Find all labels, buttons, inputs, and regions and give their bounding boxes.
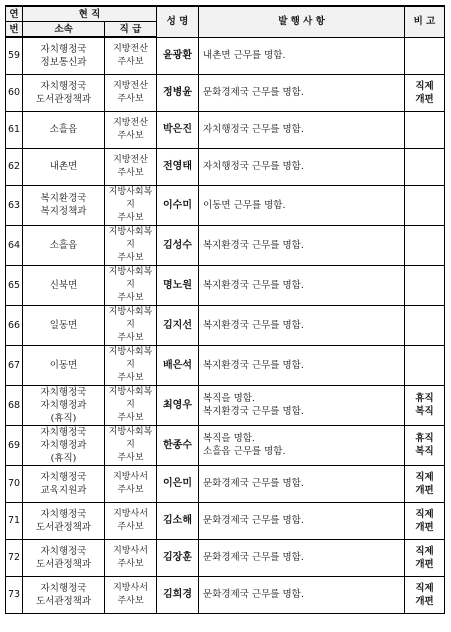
matters-cell: 복지환경국 근무를 명함.: [199, 345, 405, 385]
rank-cell: 지방사서 주사보: [105, 576, 157, 613]
row-number: 61: [6, 111, 23, 148]
remarks-cell: [405, 265, 445, 305]
matters-cell: 자치행정국 근무를 명함.: [199, 111, 405, 148]
name-cell: 전영태: [157, 148, 199, 185]
rank-header: 직 급: [105, 22, 157, 38]
row-number: 67: [6, 345, 23, 385]
name-cell: 한종수: [157, 425, 199, 465]
name-cell: 김희경: [157, 576, 199, 613]
remarks-cell: [405, 185, 445, 225]
name-cell: 김소해: [157, 502, 199, 539]
row-number: 62: [6, 148, 23, 185]
rank-cell: 지방사서 주사보: [105, 502, 157, 539]
rank-cell: 지방전산 주사보: [105, 74, 157, 111]
affiliation-cell: 신북면: [23, 265, 105, 305]
current-post-header: 현 직: [23, 6, 157, 22]
no-header-top: 연: [6, 6, 23, 22]
row-number: 64: [6, 225, 23, 265]
affiliation-cell: 자치행정국 도서관정책과: [23, 539, 105, 576]
remarks-cell: 휴직 복직: [405, 385, 445, 425]
table-row: [6, 37, 445, 74]
personnel-order-table: [5, 5, 445, 614]
rank-cell: 지방사회복지 주사보: [105, 345, 157, 385]
matters-cell: 문화경제국 근무를 명함.: [199, 465, 405, 502]
table-row: [6, 385, 445, 425]
remarks-cell: [405, 305, 445, 345]
matters-cell: 복직을 명함. 복지환경국 근무를 명함.: [199, 385, 405, 425]
table-row: [6, 465, 445, 502]
table-row: [6, 425, 445, 465]
matters-cell: 복직을 명함. 소흘읍 근무를 명함.: [199, 425, 405, 465]
affiliation-header: 소속: [23, 22, 105, 38]
affiliation-cell: 소흘읍: [23, 111, 105, 148]
remarks-cell: 직제 개편: [405, 502, 445, 539]
rank-cell: 지방사회복지 주사보: [105, 225, 157, 265]
remarks-cell: 직제 개편: [405, 576, 445, 613]
matters-cell: 복지환경국 근무를 명함.: [199, 305, 405, 345]
remarks-cell: [405, 37, 445, 74]
row-number: 60: [6, 74, 23, 111]
remarks-cell: 직제 개편: [405, 74, 445, 111]
table-row: [6, 225, 445, 265]
remarks-cell: [405, 148, 445, 185]
name-cell: 명노원: [157, 265, 199, 305]
matters-header: 발 행 사 항: [199, 6, 405, 37]
affiliation-cell: 일동면: [23, 305, 105, 345]
table-row: [6, 74, 445, 111]
name-cell: 박은진: [157, 111, 199, 148]
remarks-cell: [405, 345, 445, 385]
table-row: [6, 539, 445, 576]
affiliation-cell: 복지환경국 복지정책과: [23, 185, 105, 225]
row-number: 65: [6, 265, 23, 305]
affiliation-cell: 자치행정국 도서관정책과: [23, 502, 105, 539]
table-row: [6, 265, 445, 305]
row-number: 66: [6, 305, 23, 345]
rank-cell: 지방사회복지 주사보: [105, 265, 157, 305]
rank-cell: 지방사서 주사보: [105, 539, 157, 576]
row-number: 73: [6, 576, 23, 613]
row-number: 63: [6, 185, 23, 225]
affiliation-cell: 소흘읍: [23, 225, 105, 265]
name-header: 성 명: [157, 6, 199, 37]
rank-cell: 지방전산 주사보: [105, 111, 157, 148]
rank-cell: 지방사서 주사보: [105, 465, 157, 502]
remarks-cell: 직제 개편: [405, 465, 445, 502]
rank-cell: 지방사회복지 주사보: [105, 185, 157, 225]
affiliation-cell: 자치행정국 교육지원과: [23, 465, 105, 502]
row-number: 70: [6, 465, 23, 502]
affiliation-cell: 자치행정국 자치행정과 (휴직): [23, 385, 105, 425]
row-number: 59: [6, 37, 23, 74]
matters-cell: 문화경제국 근무를 명함.: [199, 502, 405, 539]
rank-cell: 지방전산 주사보: [105, 148, 157, 185]
rank-cell: 지방사회복지 주사보: [105, 385, 157, 425]
remarks-header: 비 고: [405, 6, 445, 37]
matters-cell: 이동면 근무를 명함.: [199, 185, 405, 225]
table-body: [6, 37, 445, 613]
matters-cell: 문화경제국 근무를 명함.: [199, 539, 405, 576]
row-number: 69: [6, 425, 23, 465]
table-row: [6, 576, 445, 613]
row-number: 72: [6, 539, 23, 576]
matters-cell: 자치행정국 근무를 명함.: [199, 148, 405, 185]
name-cell: 이수미: [157, 185, 199, 225]
affiliation-cell: 자치행정국 도서관정책과: [23, 74, 105, 111]
table-row: [6, 345, 445, 385]
table-row: [6, 111, 445, 148]
affiliation-cell: 이동면: [23, 345, 105, 385]
matters-cell: 복지환경국 근무를 명함.: [199, 265, 405, 305]
no-header-bottom: 번: [6, 22, 23, 38]
remarks-cell: 직제 개편: [405, 539, 445, 576]
rank-cell: 지방사회복지 주사보: [105, 305, 157, 345]
rank-cell: 지방전산 주사보: [105, 37, 157, 74]
rank-cell: 지방사회복지 주사보: [105, 425, 157, 465]
name-cell: 배은석: [157, 345, 199, 385]
name-cell: 김지선: [157, 305, 199, 345]
matters-cell: 내촌면 근무를 명함.: [199, 37, 405, 74]
affiliation-cell: 자치행정국 자치행정과 (휴직): [23, 425, 105, 465]
name-cell: 이은미: [157, 465, 199, 502]
name-cell: 정병윤: [157, 74, 199, 111]
matters-cell: 문화경제국 근무를 명함.: [199, 576, 405, 613]
table-row: [6, 185, 445, 225]
name-cell: 윤광환: [157, 37, 199, 74]
row-number: 71: [6, 502, 23, 539]
affiliation-cell: 자치행정국 정보통신과: [23, 37, 105, 74]
table-row: [6, 502, 445, 539]
row-number: 68: [6, 385, 23, 425]
name-cell: 최영우: [157, 385, 199, 425]
table-row: [6, 305, 445, 345]
name-cell: 김장훈: [157, 539, 199, 576]
matters-cell: 복지환경국 근무를 명함.: [199, 225, 405, 265]
personnel-order-page: [5, 5, 444, 614]
affiliation-cell: 자치행정국 도서관정책과: [23, 576, 105, 613]
name-cell: 김성수: [157, 225, 199, 265]
remarks-cell: [405, 111, 445, 148]
remarks-cell: 휴직 복직: [405, 425, 445, 465]
remarks-cell: [405, 225, 445, 265]
affiliation-cell: 내촌면: [23, 148, 105, 185]
table-row: [6, 148, 445, 185]
matters-cell: 문화경제국 근무를 명함.: [199, 74, 405, 111]
table-header: [6, 6, 445, 37]
